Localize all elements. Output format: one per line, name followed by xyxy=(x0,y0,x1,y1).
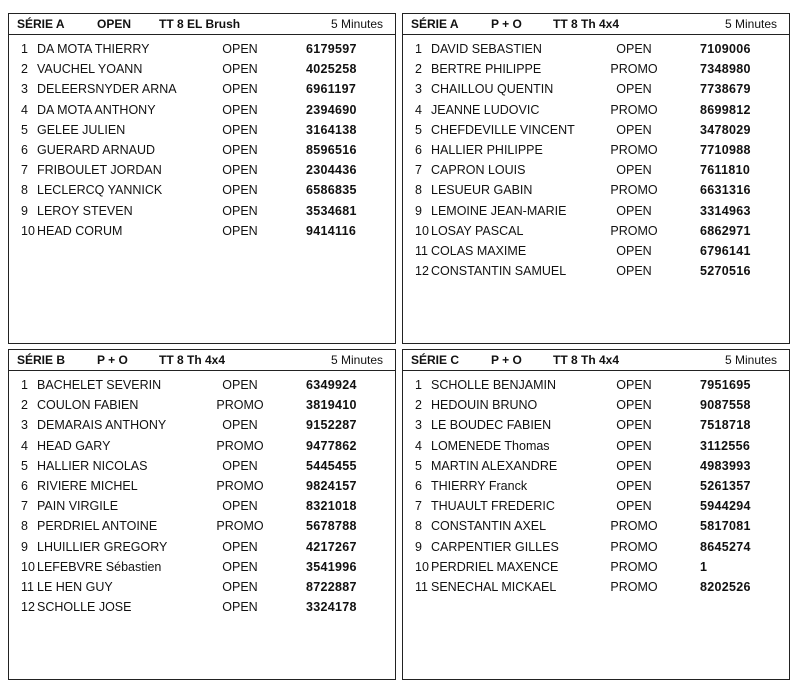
entry-name: CAPRON LOUIS xyxy=(431,163,526,178)
entry-value: 7710988 xyxy=(700,142,751,157)
entry-row xyxy=(403,181,789,201)
entry-number: 11 xyxy=(415,243,428,258)
entry-number: 3 xyxy=(415,418,422,433)
entry-name: SCHOLLE BENJAMIN xyxy=(431,378,557,392)
entry-category: PROMO xyxy=(610,579,658,594)
entry-row xyxy=(403,558,789,578)
entry-value: 9477862 xyxy=(306,438,357,453)
entry-row xyxy=(9,517,395,537)
entry-value: 1 xyxy=(700,559,708,574)
serie-label: SÉRIE C xyxy=(411,353,460,367)
entry-name: DEMARAIS ANTHONY xyxy=(37,418,167,433)
entry-category: OPEN xyxy=(222,183,258,198)
duration-label: 5 Minutes xyxy=(724,353,777,367)
entry-number: 4 xyxy=(21,438,28,453)
panel-serie-c xyxy=(402,349,790,680)
entry-row xyxy=(9,222,395,242)
entry-value: 7951695 xyxy=(700,378,751,392)
entry-category: PROMO xyxy=(610,183,658,198)
entry-row xyxy=(9,101,395,121)
entry-value: 8321018 xyxy=(306,499,357,514)
entry-category: OPEN xyxy=(222,458,258,473)
entry-category: OPEN xyxy=(616,378,652,392)
entry-category: OPEN xyxy=(222,539,258,554)
panel-header xyxy=(403,350,789,371)
entry-number: 4 xyxy=(21,102,28,117)
entry-value: 5678788 xyxy=(306,519,357,534)
entry-category: OPEN xyxy=(222,499,258,514)
entry-value: 8596516 xyxy=(306,142,357,157)
entry-number: 11 xyxy=(21,579,34,594)
duration-label: 5 Minutes xyxy=(724,17,777,31)
entry-name: COULON FABIEN xyxy=(37,398,139,413)
entry-name: SCHOLLE JOSE xyxy=(37,600,132,615)
serie-label: SÉRIE A xyxy=(411,17,459,31)
entry-number: 7 xyxy=(415,163,422,178)
entry-value: 3314963 xyxy=(700,203,751,218)
category-label: P + O xyxy=(97,353,128,367)
entry-row xyxy=(9,477,395,497)
entries-list xyxy=(403,40,789,282)
entry-category: OPEN xyxy=(222,102,258,117)
class-label: TT 8 Th 4x4 xyxy=(553,353,620,367)
entry-name: LHUILLIER GREGORY xyxy=(37,539,168,554)
entry-name: LE BOUDEC FABIEN xyxy=(431,418,552,433)
entry-value: 3164138 xyxy=(306,122,357,137)
entry-number: 2 xyxy=(415,62,422,77)
class-label: TT 8 Th 4x4 xyxy=(159,353,226,367)
entry-number: 12 xyxy=(415,264,429,279)
entry-category: OPEN xyxy=(616,458,652,473)
entry-name: LEMOINE JEAN-MARIE xyxy=(431,203,567,218)
entry-row xyxy=(9,161,395,181)
entry-category: OPEN xyxy=(616,42,652,56)
entry-category: OPEN xyxy=(222,378,258,392)
entry-number: 5 xyxy=(21,122,28,137)
entry-number: 7 xyxy=(21,499,28,514)
entries-list xyxy=(9,376,395,618)
entry-row xyxy=(9,598,395,618)
entry-category: OPEN xyxy=(222,42,258,56)
entry-name: CHAILLOU QUENTIN xyxy=(431,82,554,97)
entry-category: PROMO xyxy=(216,478,264,493)
entry-number: 8 xyxy=(415,183,422,198)
entry-number: 2 xyxy=(21,398,28,413)
entry-value: 4983993 xyxy=(700,458,751,473)
entry-name: BERTRE PHILIPPE xyxy=(431,62,542,77)
entry-value: 7348980 xyxy=(700,62,751,77)
entry-number: 8 xyxy=(415,519,422,534)
entry-number: 10 xyxy=(415,559,429,574)
entry-row xyxy=(403,262,789,282)
panel-header xyxy=(9,14,395,35)
entry-number: 10 xyxy=(415,223,429,238)
entry-number: 9 xyxy=(21,203,28,218)
entry-name: CHEFDEVILLE VINCENT xyxy=(431,122,575,137)
entry-row xyxy=(9,457,395,477)
entry-value: 8699812 xyxy=(700,102,751,117)
entry-category: OPEN xyxy=(616,418,652,433)
category-label: OPEN xyxy=(97,17,132,31)
entry-value: 2304436 xyxy=(306,163,357,178)
entry-name: PAIN VIRGILE xyxy=(37,499,119,514)
entry-category: OPEN xyxy=(222,203,258,218)
entry-name: THIERRY Franck xyxy=(431,478,528,493)
entry-row xyxy=(403,141,789,161)
entry-number: 8 xyxy=(21,183,28,198)
entry-number: 6 xyxy=(21,478,28,493)
entry-row xyxy=(403,517,789,537)
entry-row xyxy=(403,457,789,477)
entry-number: 11 xyxy=(415,579,428,594)
entry-name: PERDRIEL MAXENCE xyxy=(431,559,559,574)
entry-number: 9 xyxy=(21,539,28,554)
entry-value: 9152287 xyxy=(306,418,357,433)
entry-name: GELEE JULIEN xyxy=(37,122,126,137)
entry-value: 8722887 xyxy=(306,579,357,594)
panel-serie-a-open xyxy=(8,13,396,344)
category-label: P + O xyxy=(491,353,522,367)
entry-name: LEFEBVRE Sébastien xyxy=(37,559,162,574)
entry-name: LOMENEDE Thomas xyxy=(431,438,550,453)
entry-number: 2 xyxy=(21,62,28,77)
entry-value: 7518718 xyxy=(700,418,751,433)
entry-row xyxy=(9,202,395,222)
entry-row xyxy=(403,242,789,262)
panel-header xyxy=(403,14,789,35)
entry-name: DELEERSNYDER ARNA xyxy=(37,82,177,97)
entry-category: OPEN xyxy=(222,142,258,157)
entry-value: 6796141 xyxy=(700,243,751,258)
entry-category: OPEN xyxy=(616,438,652,453)
entry-row xyxy=(403,80,789,100)
entry-value: 7738679 xyxy=(700,82,751,97)
entry-category: OPEN xyxy=(222,62,258,77)
entry-number: 5 xyxy=(21,458,28,473)
entry-category: OPEN xyxy=(616,499,652,514)
entry-row xyxy=(403,161,789,181)
entry-name: LOSAY PASCAL xyxy=(431,223,524,238)
entry-number: 5 xyxy=(415,458,422,473)
entry-number: 10 xyxy=(21,223,35,238)
entry-category: OPEN xyxy=(616,398,652,413)
entry-name: PERDRIEL ANTOINE xyxy=(37,519,158,534)
entry-category: OPEN xyxy=(616,264,652,279)
entry-value: 5817081 xyxy=(700,519,751,534)
entry-value: 3324178 xyxy=(306,600,357,615)
category-label: P + O xyxy=(491,17,522,31)
entry-number: 8 xyxy=(21,519,28,534)
entry-value: 8645274 xyxy=(700,539,751,554)
entry-row xyxy=(9,376,395,396)
entry-row xyxy=(403,202,789,222)
entry-name: HEDOUIN BRUNO xyxy=(431,398,538,413)
entry-row xyxy=(403,376,789,396)
entry-name: SENECHAL MICKAEL xyxy=(431,579,557,594)
entry-name: BACHELET SEVERIN xyxy=(37,378,162,392)
entry-category: PROMO xyxy=(610,102,658,117)
entry-category: OPEN xyxy=(222,418,258,433)
entry-row xyxy=(9,558,395,578)
entry-row xyxy=(9,60,395,80)
entry-number: 5 xyxy=(415,122,422,137)
entry-row xyxy=(9,141,395,161)
duration-label: 5 Minutes xyxy=(330,17,383,31)
entry-number: 6 xyxy=(415,142,422,157)
entry-name: HEAD CORUM xyxy=(37,223,123,238)
entry-number: 6 xyxy=(21,142,28,157)
entry-row xyxy=(403,538,789,558)
entry-category: OPEN xyxy=(222,163,258,178)
entry-category: OPEN xyxy=(616,122,652,137)
entry-number: 2 xyxy=(415,398,422,413)
entry-category: PROMO xyxy=(610,223,658,238)
serie-label: SÉRIE B xyxy=(17,353,66,367)
entry-name: HALLIER NICOLAS xyxy=(37,458,148,473)
entry-row xyxy=(9,578,395,598)
serie-label: SÉRIE A xyxy=(17,17,65,31)
entry-category: OPEN xyxy=(616,243,652,258)
entry-number: 12 xyxy=(21,600,35,615)
entry-name: LEROY STEVEN xyxy=(37,203,133,218)
class-label: TT 8 EL Brush xyxy=(159,17,241,31)
entry-value: 9414116 xyxy=(306,223,357,238)
entry-value: 6179597 xyxy=(306,42,357,56)
entry-category: OPEN xyxy=(222,579,258,594)
entry-value: 9824157 xyxy=(306,478,357,493)
entry-name: CARPENTIER GILLES xyxy=(431,539,559,554)
entry-name: DA MOTA ANTHONY xyxy=(37,102,156,117)
entry-number: 7 xyxy=(21,163,28,178)
entry-value: 3541996 xyxy=(306,559,357,574)
entry-number: 10 xyxy=(21,559,35,574)
entry-value: 6631316 xyxy=(700,183,751,198)
entry-category: PROMO xyxy=(610,559,658,574)
entries-list xyxy=(9,40,395,242)
entry-number: 9 xyxy=(415,203,422,218)
entry-category: PROMO xyxy=(216,438,264,453)
entry-number: 1 xyxy=(415,378,422,392)
entry-value: 5445455 xyxy=(306,458,357,473)
entry-value: 8202526 xyxy=(700,579,751,594)
entry-row xyxy=(403,416,789,436)
class-label: TT 8 Th 4x4 xyxy=(553,17,620,31)
entry-number: 4 xyxy=(415,102,422,117)
entry-name: LE HEN GUY xyxy=(37,579,113,594)
entries-list xyxy=(403,376,789,598)
entry-name: CONSTANTIN SAMUEL xyxy=(431,264,567,279)
entry-category: PROMO xyxy=(610,519,658,534)
entry-category: OPEN xyxy=(616,203,652,218)
entry-row xyxy=(9,497,395,517)
entry-row xyxy=(403,60,789,80)
entry-row xyxy=(9,181,395,201)
entry-value: 6586835 xyxy=(306,183,357,198)
entry-value: 6349924 xyxy=(306,378,357,392)
entry-name: MARTIN ALEXANDRE xyxy=(431,458,558,473)
entry-row xyxy=(403,497,789,517)
entry-category: OPEN xyxy=(222,122,258,137)
panel-serie-b xyxy=(8,349,396,680)
entry-number: 9 xyxy=(415,539,422,554)
entry-number: 7 xyxy=(415,499,422,514)
entry-row xyxy=(9,396,395,416)
entry-category: PROMO xyxy=(610,142,658,157)
entry-category: OPEN xyxy=(616,163,652,178)
entry-value: 7611810 xyxy=(700,163,751,178)
entry-number: 4 xyxy=(415,438,422,453)
entry-value: 2394690 xyxy=(306,102,357,117)
entry-name: GUERARD ARNAUD xyxy=(37,142,156,157)
entry-name: HEAD GARY xyxy=(37,438,111,453)
entry-category: OPEN xyxy=(222,82,258,97)
entry-category: OPEN xyxy=(616,82,652,97)
entry-category: OPEN xyxy=(222,600,258,615)
entry-category: PROMO xyxy=(610,62,658,77)
panel-serie-a-po xyxy=(402,13,790,344)
entry-name: COLAS MAXIME xyxy=(431,243,527,258)
entry-value: 3534681 xyxy=(306,203,357,218)
entry-number: 1 xyxy=(21,378,28,392)
entry-name: DA MOTA THIERRY xyxy=(37,42,150,56)
entry-name: RIVIERE MICHEL xyxy=(37,478,138,493)
entry-value: 3478029 xyxy=(700,122,751,137)
entry-row xyxy=(9,538,395,558)
entry-category: PROMO xyxy=(216,398,264,413)
entry-row xyxy=(403,477,789,497)
entry-row xyxy=(9,121,395,141)
entry-name: VAUCHEL YOANN xyxy=(37,62,143,77)
entry-number: 6 xyxy=(415,478,422,493)
entry-name: HALLIER PHILIPPE xyxy=(431,142,543,157)
entry-row xyxy=(9,437,395,457)
entry-value: 7109006 xyxy=(700,42,751,56)
entry-value: 5270516 xyxy=(700,264,751,279)
entry-category: OPEN xyxy=(222,223,258,238)
entry-value: 4217267 xyxy=(306,539,357,554)
entry-name: JEANNE LUDOVIC xyxy=(431,102,540,117)
entry-row xyxy=(9,40,395,60)
entry-name: THUAULT FREDERIC xyxy=(431,499,555,514)
entry-value: 4025258 xyxy=(306,62,357,77)
entry-number: 3 xyxy=(21,82,28,97)
entry-category: PROMO xyxy=(610,539,658,554)
entry-number: 3 xyxy=(415,82,422,97)
entry-value: 3819410 xyxy=(306,398,357,413)
entry-value: 6862971 xyxy=(700,223,751,238)
panel-header xyxy=(9,350,395,371)
entry-category: PROMO xyxy=(216,519,264,534)
entry-row xyxy=(403,437,789,457)
entry-value: 5261357 xyxy=(700,478,751,493)
entry-category: OPEN xyxy=(616,478,652,493)
entry-row xyxy=(403,101,789,121)
entry-value: 5944294 xyxy=(700,499,751,514)
entry-category: OPEN xyxy=(222,559,258,574)
entry-row xyxy=(403,121,789,141)
entry-name: LESUEUR GABIN xyxy=(431,183,533,198)
entry-row xyxy=(403,222,789,242)
entry-number: 3 xyxy=(21,418,28,433)
entry-name: LECLERCQ YANNICK xyxy=(37,183,163,198)
entry-row xyxy=(403,40,789,60)
entry-value: 6961197 xyxy=(306,82,357,97)
entry-number: 1 xyxy=(21,42,28,56)
duration-label: 5 Minutes xyxy=(330,353,383,367)
entry-row xyxy=(9,80,395,100)
entry-number: 1 xyxy=(415,42,422,56)
entry-row xyxy=(403,396,789,416)
entry-name: CONSTANTIN AXEL xyxy=(431,519,547,534)
entry-value: 9087558 xyxy=(700,398,751,413)
entry-name: DAVID SEBASTIEN xyxy=(431,42,542,56)
entry-row xyxy=(9,416,395,436)
entry-value: 3112556 xyxy=(700,438,751,453)
entry-name: FRIBOULET JORDAN xyxy=(37,163,162,178)
entry-row xyxy=(403,578,789,598)
